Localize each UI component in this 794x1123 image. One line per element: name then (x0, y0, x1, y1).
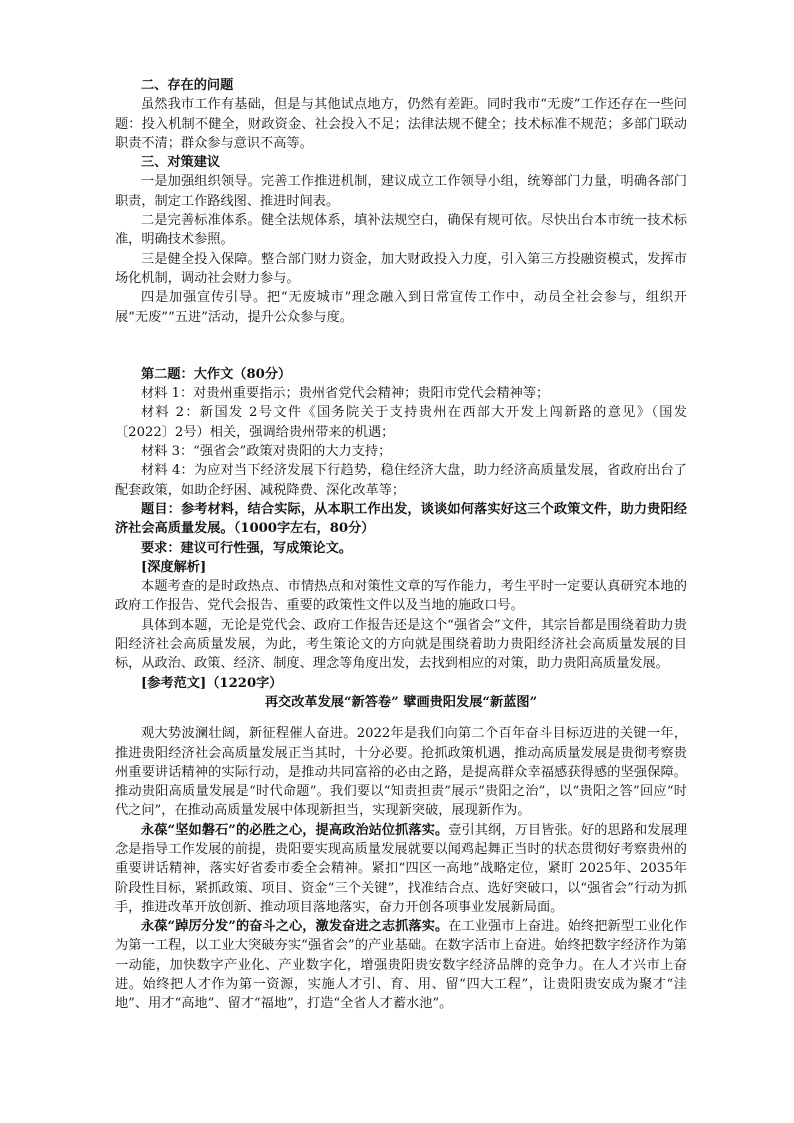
suggestion-item: 四是加强宣传引导。把“无废城市”理念融入到日常宣传工作中，动员全社会参与，组织开展“无废”“五进”活动，提升公众参与度。 (115, 290, 687, 325)
material-item: 材料 3：“强省会”政策对贵阳的大力支持； (141, 444, 392, 460)
question-requirement: 要求：建议可行性强，写成策论文。 (141, 540, 352, 556)
section3-heading: 三、对策建议 (141, 155, 221, 171)
essay-intro: 观大势波澜壮阔，新征程催人奋进。2022年是我们向第二个百年奋斗目标迈进的关键一年，推进贵阳经济社会高质量发展正当其时，十分必要。抢抓政策机遇，推动高质量发展是贵彻考察贵州重要讲话精神的实际行动，是推动共同富裕的必由之路，是提高群众幸福感获得感的坚强保障。推动贵阳高质量发展是“时代命题”。我们要以“知责担责”展示“贵阳之治”，以“贵阳之答”回应“时代之问”，在推动高质量发展中体现新担当，实现新突破，展现新作为。 (115, 726, 687, 819)
section2-heading: 二、存在的问题 (141, 78, 234, 93)
suggestion-item: 二是完善标准体系。健全法规体系，填补法规空白，确保有规可依。尽快出台本市统一技术标准，明确技术参照。 (115, 213, 687, 248)
essay-paragraph (115, 821, 687, 917)
document-body (115, 76, 687, 1014)
paragraph-body: 壹引其纲，万目皆张。好的思路和发展理念是指导工作发展的前提，贵阳要实现高质量发展就要以闻鸡起舞正当时的状态贯彻好考察贵州的重要讲话精神，落实好省委市委全会精神。紧扣“四区一高地”战略定位，紧盯 2025年、2035年阶段性目标，紧抓政策、项目、资金“三个关键”，找准结合点、选好突破口，以“强省会”行动为抓手，推进改革开放创新、推动项目落地落实，奋力开创各项事业发展新局面。 (115, 822, 688, 915)
paragraph-lead: 永葆“踔厉分发”的奋斗之心，激发奋进之志抓落实。 (141, 919, 449, 935)
question-prompt: 题目：参考材料，结合实际，从本职工作出发，谈谈如何落实好这三个政策文件，助力贵阳经济社会高质量发展。（1000字左右，80分） (115, 501, 687, 537)
question2-title: 第二题：大作文（80分） (141, 366, 292, 382)
essay-title: 再交改革发展“新答卷” 擘画贵阳发展“新蓝图” (264, 694, 538, 710)
paragraph-lead: 永葆“坚如磐石”的必胜之心，提高政治站位抓落实。 (141, 822, 449, 838)
analysis-paragraph: 本题考查的是时政热点、市情热点和对策性文章的写作能力，考生平时一定要认真研究本地的政府工作报告、党代会报告、重要的政策性文件以及当地的施政口号。 (115, 579, 687, 614)
section2-paragraph: 虽然我市工作有基础，但是与其他试点地方，仍然有差距。同时我市“无废”工作还存在一些问题：投入机制不健全，财政资金、社会投入不足；法律法规不健全；技术标准不规范；多部门联动职责不清；群众参与意识不高等。 (115, 97, 687, 151)
paragraph-body: 在工业强市上奋进。始终把新型工业化作为第一工程，以工业大突破夯实“强省会”的产业基础。在数字活市上奋进。始终把数字经济作为第一动能，加快数字产业化、产业数字化，增强贵阳贵安数字经济品牌的竞争力。在人才兴市上奋进。始终把人才作为第一资源，实施人才引、育、用、留“四大工程”，让贵阳贵安成为聚才“洼地”、用才“高地”、留才“福地”，打造“全省人才蓄水池”。 (115, 919, 688, 1012)
analysis-label: [深度解析] (141, 559, 207, 575)
suggestion-item: 三是健全投入保障。整合部门财力资金，加大财政投入力度，引入第三方投融资模式，发挥市场化机制，调动社会财力参与。 (115, 251, 687, 286)
suggestion-item: 一是加强组织领导。完善工作推进机制，建议成立工作领导小组，统筹部门力量，明确各部门职责，制定工作路线图、推进时间表。 (115, 174, 687, 209)
material-item: 材料 2：新国发 2号文件《国务院关于支持贵州在西部大开发上闯新路的意见》（国发〔2022〕2号）相关，强调给贵州带来的机遇； (115, 405, 687, 440)
sample-essay-label: [参考范文]（1220字） (141, 675, 283, 691)
essay-paragraph (115, 917, 687, 1013)
material-item: 材料 1：对贵州重要指示；贵州省党代会精神；贵阳市党代会精神等； (141, 386, 550, 402)
material-item: 材料 4：为应对当下经济发展下行趋势，稳住经济大盘，助力经济高质量发展，省政府出台了配套政策，如助企纾困、减税降费、深化改革等； (115, 463, 687, 498)
analysis-paragraph: 具体到本题，无论是党代会、政府工作报告还是这个“强省会”文件，其宗旨都是围绕着助力贵阳经济社会高质量发展，为此，考生策论文的方向就是围绕着助力贵阳经济社会高质量发展的目标，从政治、政策、经济、制度、理念等角度出发，去找到相应的对策，助力贵阳高质量发展。 (115, 617, 687, 672)
